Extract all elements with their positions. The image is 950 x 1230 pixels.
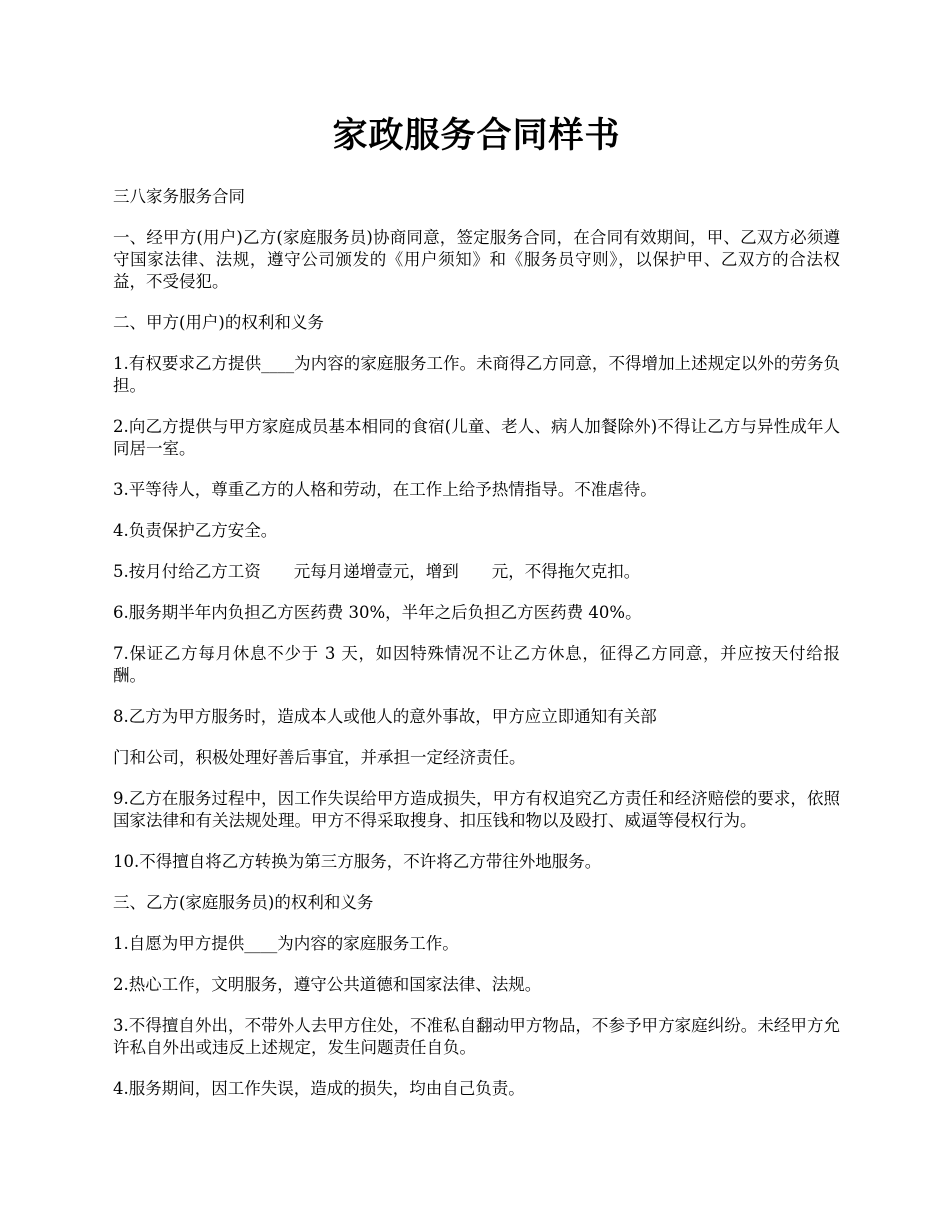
section-2-heading: 二、甲方(用户)的权利和义务 [113,313,324,332]
document-title: 家政服务合同样书 [332,115,621,156]
clause-paragraph: 9.乙方在服务过程中，因工作失误给甲方造成损失，甲方有权追究乙方责任和经济赔偿的要求，依照国家法律和有关法规处理。甲方不得采取搜身、扣压钱和物以及殴打、威逼等侵权行为。 [113,789,840,830]
clause-paragraph: 门和公司，积极处理好善后事宜，并承担一定经济责任。 [113,748,526,767]
clause-paragraph: 10.不得擅自将乙方转换为第三方服务，不许将乙方带往外地服务。 [113,852,602,871]
clause-paragraph: 7.保证乙方每月休息不少于 3 天，如因特殊情况不让乙方休息，征得乙方同意，并应按天付给报酬。 [113,644,840,685]
clause-paragraph: 2.热心工作，文明服务，遵守公共道德和国家法律、法规。 [113,975,542,994]
clause-paragraph: 2.向乙方提供与甲方家庭成员基本相同的食宿(儿童、老人、病人加餐除外)不得让乙方与异性成年人同居一室。 [113,417,840,458]
clause-paragraph: 4.服务期间，因工作失误，造成的损失，均由自己负责。 [113,1079,525,1098]
clause-paragraph: 4.负责保护乙方安全。 [113,521,278,540]
clause-paragraph: 1.有权要求乙方提供____为内容的家庭服务工作。未商得乙方同意，不得增加上述规定以外的劳务负担。 [113,354,840,395]
clause-paragraph: 3.平等待人，尊重乙方的人格和劳动，在工作上给予热情指导。不准虐待。 [113,480,657,499]
clause-paragraph: 3.不得擅自外出，不带外人去甲方住处，不准私自翻动甲方物品，不参予甲方家庭纠纷。未经甲方允许私自外出或违反上述规定，发生问题责任自负。 [113,1016,840,1057]
clause-paragraph: 6.服务期半年内负担乙方医药费 30%，半年之后负担乙方医药费 40%。 [113,603,642,622]
section-1-intro: 一、经甲方(用户)乙方(家庭服务员)协商同意，签定服务合同，在合同有效期间，甲、乙双方必须遵守国家法律、法规，遵守公司颁发的《用户须知》和《服务员守则》，以保护甲、乙双方的合法权益，不受侵犯。 [113,228,840,291]
contract-subtitle: 三八家务服务合同 [113,187,245,206]
clause-paragraph: 8.乙方为甲方服务时，造成本人或他人的意外事故，甲方应立即通知有关部 [113,707,657,726]
clause-paragraph: 5.按月付给乙方工资 元每月递增壹元，增到 元，不得拖欠克扣。 [113,562,641,581]
clause-paragraph: 1.自愿为甲方提供____为内容的家庭服务工作。 [113,934,459,953]
section-3-heading: 三、乙方(家庭服务员)的权利和义务 [113,893,374,912]
